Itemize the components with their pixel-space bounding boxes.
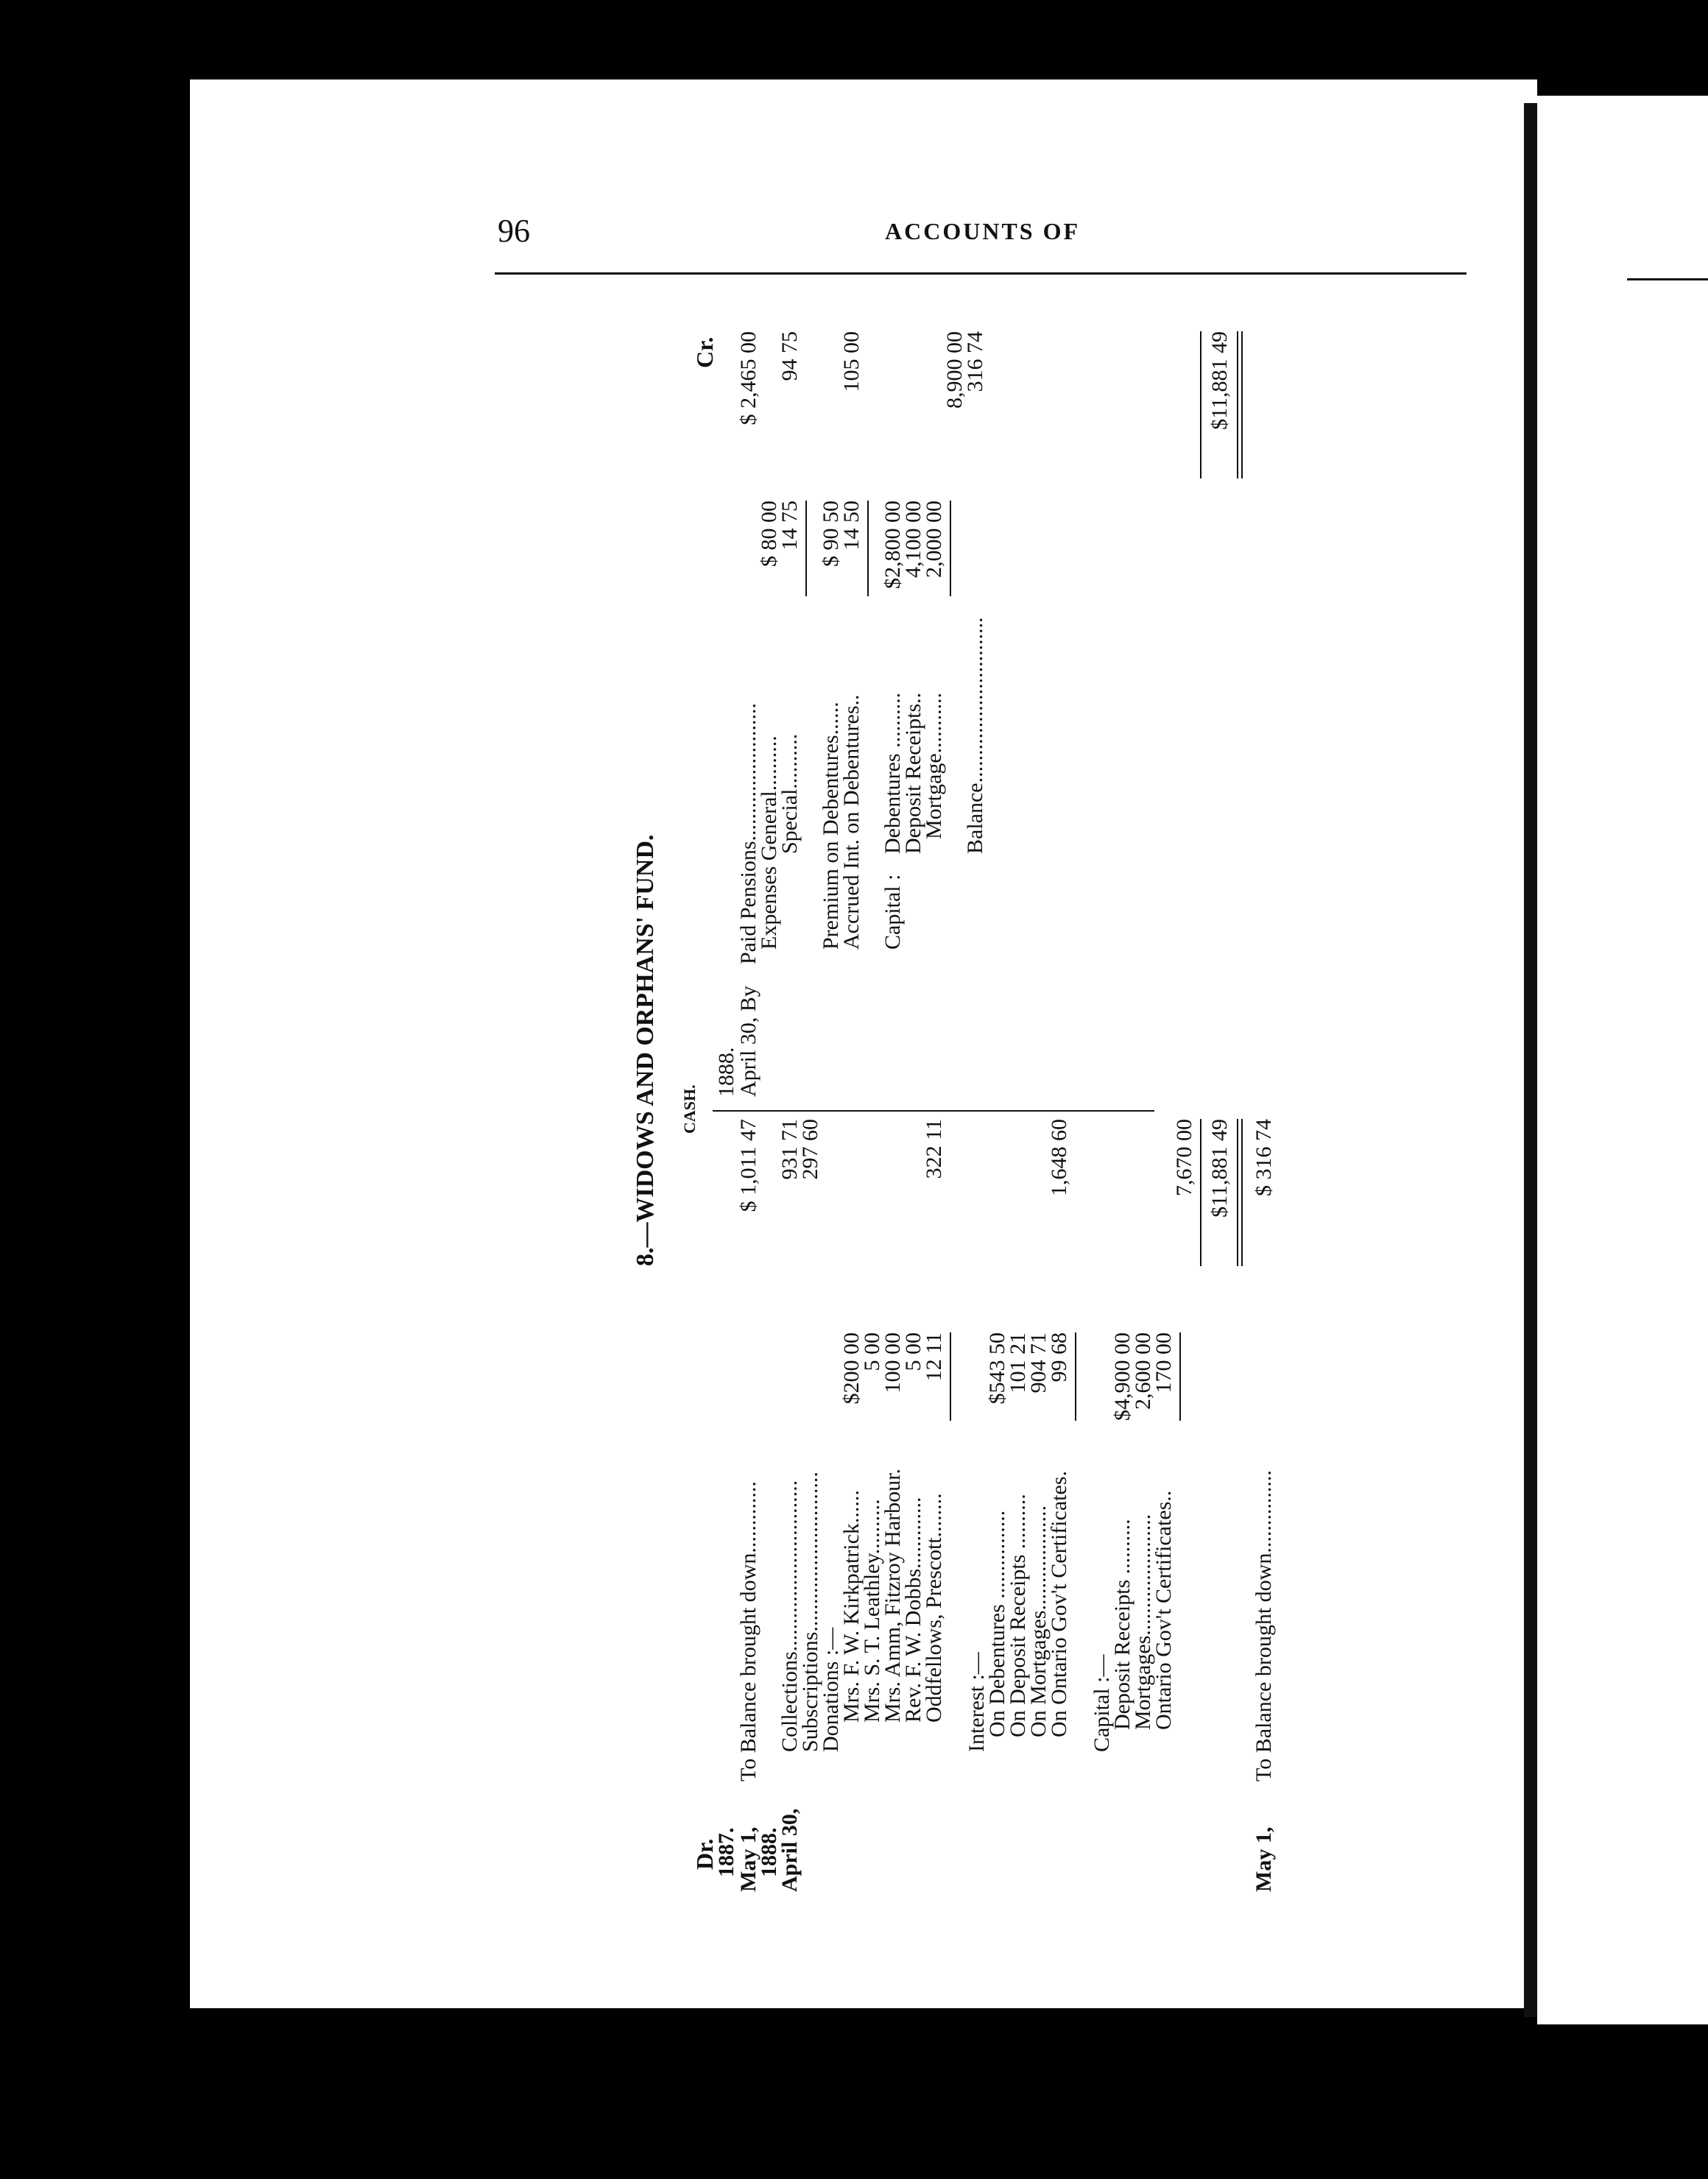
premium-total: 105 00 bbox=[839, 331, 864, 392]
header-rule bbox=[495, 272, 1467, 275]
debit-grand-total: $11,881 49 bbox=[1207, 1119, 1232, 1218]
capital-total: 7,670 00 bbox=[1172, 1119, 1196, 1196]
donation-name: Rev. F. W. Dobbs............. bbox=[901, 1497, 925, 1723]
collections-amount: 931 71 bbox=[777, 1119, 802, 1180]
running-title: ACCOUNTS OF bbox=[885, 218, 1081, 244]
credit-label: Cr. bbox=[691, 336, 718, 368]
credit-year: 1888. bbox=[714, 1047, 738, 1097]
donation-amount: 5 00 bbox=[901, 1332, 925, 1371]
donation-name: Mrs. F. W. Kirkpatrick...... bbox=[839, 1490, 864, 1723]
date-1887: 1887. bbox=[714, 1827, 738, 1877]
credit-balance-amount: 316 74 bbox=[963, 331, 987, 392]
closing-amount: $ 316 74 bbox=[1252, 1119, 1276, 1196]
credit-balance-line: Balance.............................. bbox=[963, 617, 987, 854]
total-double-rule bbox=[1241, 331, 1243, 478]
interest-name: On Debentures ................ bbox=[985, 1510, 1009, 1737]
capital-name: Mortgages...................... bbox=[1131, 1514, 1155, 1730]
premium-name: Accrued Int. on Debentures.. bbox=[839, 694, 864, 950]
page-header bbox=[495, 212, 1467, 256]
capital-name: Ontario Gov't Certificates.. bbox=[1151, 1490, 1176, 1730]
premium-name: Premium on Debentures...... bbox=[819, 702, 843, 950]
interest-name: On Deposit Receipts .......... bbox=[1006, 1494, 1030, 1737]
credit-capital-name: Debentures .......... bbox=[881, 692, 905, 854]
interest-amount: 904 71 bbox=[1026, 1332, 1051, 1394]
total-rule bbox=[1200, 1119, 1201, 1266]
credit-capital-amount: 2,000 00 bbox=[922, 501, 946, 578]
ledger-subtitle: CASH. bbox=[680, 1084, 699, 1134]
credit-capital-name: Deposit Receipts.. bbox=[901, 692, 925, 854]
donation-amount: 100 00 bbox=[881, 1332, 905, 1394]
date-1888: 1888. bbox=[757, 1827, 781, 1877]
subtotal-rule bbox=[950, 501, 951, 596]
date-april-30: April 30, bbox=[777, 1808, 802, 1892]
balance-line: To Balance brought down............. bbox=[736, 1481, 761, 1781]
expense-amount: 14 75 bbox=[777, 501, 802, 551]
date-may-1: May 1, bbox=[736, 1826, 761, 1892]
facing-page-rule bbox=[1627, 278, 1708, 280]
debit-label: Dr. bbox=[691, 1838, 718, 1870]
expense-amount: $ 80 00 bbox=[757, 501, 781, 567]
subscriptions-line: Subscriptions............................. bbox=[798, 1472, 822, 1752]
donations-label: Donations :— bbox=[819, 1627, 843, 1752]
cash-ledger bbox=[626, 309, 1369, 1899]
interest-amount: 101 21 bbox=[1006, 1332, 1030, 1394]
subtotal-rule bbox=[950, 1332, 951, 1421]
credit-capital-amount: 4,100 00 bbox=[901, 501, 925, 578]
pensions-line: Paid Pensions......................... bbox=[736, 702, 761, 964]
pensions-amount: $ 2,465 00 bbox=[736, 331, 761, 425]
credit-capital-total: 8,900 00 bbox=[942, 331, 967, 409]
donation-amount: 5 00 bbox=[860, 1332, 884, 1371]
donation-name: Mrs. S. T. Leathley.......... bbox=[860, 1499, 884, 1723]
donation-name: Mrs. Amm, Fitzroy Harbour. bbox=[881, 1469, 905, 1723]
total-double-rule bbox=[1237, 1119, 1238, 1266]
donation-amount: 12 11 bbox=[922, 1332, 946, 1382]
fund-title: 8.—WIDOWS AND ORPHANS' FUND. bbox=[632, 834, 659, 1266]
capital-amount: 2,600 00 bbox=[1131, 1332, 1155, 1410]
page-number: 96 bbox=[498, 213, 530, 249]
expense-name: Special.......... bbox=[777, 733, 802, 854]
capital-amount: 170 00 bbox=[1151, 1332, 1176, 1394]
credit-capital-label: Capital : bbox=[881, 874, 905, 950]
column-divider bbox=[713, 1110, 1154, 1112]
interest-amount: $543 50 bbox=[985, 1332, 1009, 1405]
subtotal-rule bbox=[805, 501, 807, 596]
interest-total: 1,648 60 bbox=[1047, 1119, 1071, 1196]
subtotal-rule bbox=[867, 501, 869, 596]
total-double-rule bbox=[1241, 1119, 1243, 1266]
credit-capital-amount: $2,800 00 bbox=[881, 501, 905, 589]
collections-line: Collections............................... bbox=[777, 1480, 802, 1752]
closing-date: May 1, bbox=[1252, 1826, 1276, 1892]
expense-name: Expenses General.......... bbox=[757, 735, 781, 950]
interest-name: On Mortgages................... bbox=[1026, 1505, 1051, 1737]
capital-name: Deposit Receipts .......... bbox=[1110, 1519, 1134, 1730]
credit-date: April 30, By bbox=[736, 986, 761, 1097]
credit-capital-name: Mortgage........... bbox=[922, 692, 946, 839]
donation-amount: $200 00 bbox=[839, 1332, 864, 1405]
credit-grand-total: $11,881 49 bbox=[1207, 331, 1232, 430]
subtotal-rule bbox=[1075, 1332, 1076, 1421]
subscriptions-amount: 297 60 bbox=[798, 1119, 822, 1180]
donations-total: 322 11 bbox=[922, 1119, 946, 1179]
expenses-total: 94 75 bbox=[777, 331, 802, 381]
interest-label: Interest :— bbox=[964, 1652, 989, 1752]
interest-name: On Ontario Gov't Certificates. bbox=[1047, 1471, 1071, 1737]
capital-label: Capital :— bbox=[1090, 1654, 1114, 1752]
premium-amount: $ 90 50 bbox=[819, 501, 843, 567]
subtotal-rule bbox=[1179, 1332, 1181, 1421]
closing-line: To Balance brought down............... bbox=[1252, 1470, 1276, 1781]
premium-amount: 14 50 bbox=[839, 501, 864, 551]
total-double-rule bbox=[1237, 331, 1238, 478]
facing-page bbox=[1537, 96, 1708, 2024]
total-rule bbox=[1200, 331, 1201, 478]
capital-amount: $4,900 00 bbox=[1110, 1332, 1134, 1421]
balance-amount: $ 1,011 47 bbox=[736, 1119, 761, 1212]
donation-name: Oddfellows, Prescott........ bbox=[922, 1493, 946, 1723]
interest-amount: 99 68 bbox=[1047, 1332, 1071, 1382]
